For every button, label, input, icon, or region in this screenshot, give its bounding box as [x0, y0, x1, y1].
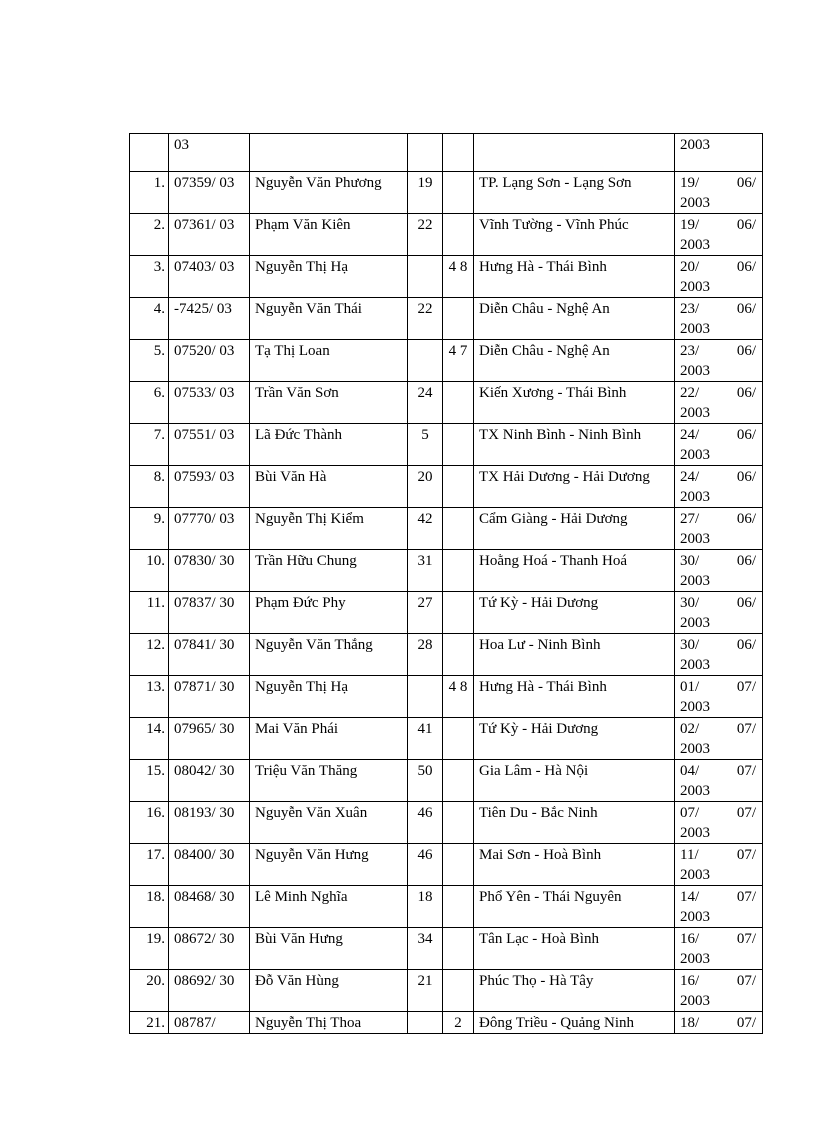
date-year: 2003 [680, 867, 710, 883]
cell-male-age: 50 [408, 760, 443, 802]
date-part: 07/ [680, 805, 700, 821]
cell-address: Diễn Châu - Nghệ An [474, 298, 675, 340]
date-month: 06/ [736, 175, 756, 191]
cell-name: Nguyễn Thị Hạ [250, 256, 408, 298]
cell-female-age [443, 134, 474, 172]
cell-address: Diễn Châu - Nghệ An [474, 340, 675, 382]
cell-date [675, 550, 763, 592]
cell-female-age [443, 382, 474, 424]
date-year: 2003 [680, 699, 710, 715]
date-part: 20/ [680, 259, 700, 275]
cell-female-age [443, 634, 474, 676]
date-year: 2003 [680, 783, 710, 799]
date-line-1 [680, 509, 756, 529]
date-line-1 [680, 257, 756, 277]
date-line-1 [680, 593, 756, 613]
table-row [130, 550, 763, 592]
cell-male-age: 46 [408, 802, 443, 844]
cell-male-age [408, 134, 443, 172]
date-year: 2003 [680, 137, 710, 153]
cell-female-age [443, 550, 474, 592]
date-month: 06/ [736, 427, 756, 443]
cell-address: Hưng Hà - Thái Bình [474, 676, 675, 718]
date-month: 06/ [736, 469, 756, 485]
cell-name: Bùi Văn Hưng [250, 928, 408, 970]
date-part: 30/ [680, 553, 700, 569]
date-month: 07/ [736, 931, 756, 947]
cell-no: 20. [130, 970, 169, 1012]
cell-male-age: 20 [408, 466, 443, 508]
date-line-1 [680, 719, 756, 739]
table-row [130, 718, 763, 760]
cell-no: 9. [130, 508, 169, 550]
date-year: 2003 [680, 237, 710, 253]
cell-address: Tứ Kỳ - Hải Dương [474, 592, 675, 634]
cell-no: 4. [130, 298, 169, 340]
cell-male-age: 18 [408, 886, 443, 928]
table-row-header [130, 134, 763, 172]
cell-date [675, 886, 763, 928]
cell-no: 6. [130, 382, 169, 424]
date-month: 07/ [736, 1015, 756, 1031]
cell-code: 07361/ 03 [169, 214, 250, 256]
cell-date [675, 466, 763, 508]
cell-address: Phổ Yên - Thái Nguyên [474, 886, 675, 928]
cell-address: TX Ninh Bình - Ninh Bình [474, 424, 675, 466]
cell-code: 07551/ 03 [169, 424, 250, 466]
cell-male-age: 19 [408, 172, 443, 214]
cell-address: Phúc Thọ - Hà Tây [474, 970, 675, 1012]
date-month: 07/ [736, 973, 756, 989]
cell-address: Tân Lạc - Hoà Bình [474, 928, 675, 970]
date-line-1 [680, 677, 756, 697]
cell-code: 07830/ 30 [169, 550, 250, 592]
cell-code: 07520/ 03 [169, 340, 250, 382]
table-row [130, 970, 763, 1012]
date-month: 07/ [736, 889, 756, 905]
date-month: 06/ [736, 259, 756, 275]
cell-date [675, 760, 763, 802]
date-line-1 [680, 299, 756, 319]
date-line-1 [680, 803, 756, 823]
cell-code: 08692/ 30 [169, 970, 250, 1012]
date-year: 2003 [680, 489, 710, 505]
table-row [130, 298, 763, 340]
cell-address: Kiến Xương - Thái Bình [474, 382, 675, 424]
cell-code: 08672/ 30 [169, 928, 250, 970]
date-month: 07/ [736, 679, 756, 695]
cell-name: Nguyễn Thị Thoa [250, 1012, 408, 1034]
date-line-1 [680, 929, 756, 949]
date-month: 06/ [736, 553, 756, 569]
date-part: 27/ [680, 511, 700, 527]
cell-female-age [443, 718, 474, 760]
cell-name [250, 134, 408, 172]
date-year: 2003 [680, 405, 710, 421]
date-year: 2003 [680, 741, 710, 757]
cell-code: 07533/ 03 [169, 382, 250, 424]
cell-code: 08787/ [169, 1012, 250, 1034]
cell-name: Nguyễn Văn Xuân [250, 802, 408, 844]
table-row [130, 340, 763, 382]
table-row [130, 802, 763, 844]
cell-no: 18. [130, 886, 169, 928]
date-line-1 [680, 845, 756, 865]
cell-name: Mai Văn Phái [250, 718, 408, 760]
cell-date [675, 172, 763, 214]
cell-no: 3. [130, 256, 169, 298]
cell-address: Mai Sơn - Hoà Bình [474, 844, 675, 886]
cell-no: 15. [130, 760, 169, 802]
cell-name: Nguyễn Văn Thái [250, 298, 408, 340]
cell-female-age [443, 802, 474, 844]
cell-date [675, 256, 763, 298]
cell-male-age: 5 [408, 424, 443, 466]
date-part: 02/ [680, 721, 700, 737]
date-part: 11/ [680, 847, 699, 863]
cell-code: 07359/ 03 [169, 172, 250, 214]
cell-name: Tạ Thị Loan [250, 340, 408, 382]
date-year: 2003 [680, 531, 710, 547]
table-row [130, 844, 763, 886]
date-line-1 [680, 971, 756, 991]
cell-code: 07593/ 03 [169, 466, 250, 508]
date-year: 2003 [680, 279, 710, 295]
cell-no: 16. [130, 802, 169, 844]
date-part: 01/ [680, 679, 700, 695]
cell-date [675, 214, 763, 256]
table-row [130, 172, 763, 214]
cell-date [675, 634, 763, 676]
cell-no: 21. [130, 1012, 169, 1034]
table-row [130, 760, 763, 802]
cell-male-age: 21 [408, 970, 443, 1012]
cell-no: 12. [130, 634, 169, 676]
date-year: 2003 [680, 447, 710, 463]
cell-code: 07403/ 03 [169, 256, 250, 298]
cell-no: 10. [130, 550, 169, 592]
date-part: 23/ [680, 301, 700, 317]
cell-date [675, 844, 763, 886]
cell-address: Cẩm Giàng - Hải Dương [474, 508, 675, 550]
table-row [130, 886, 763, 928]
cell-date [675, 424, 763, 466]
date-line-1 [680, 173, 756, 193]
cell-male-age: 22 [408, 298, 443, 340]
cell-name: Triệu Văn Thăng [250, 760, 408, 802]
date-year: 2003 [680, 573, 710, 589]
date-line-1 [680, 467, 756, 487]
cell-address: Tứ Kỳ - Hải Dương [474, 718, 675, 760]
date-year: 2003 [680, 657, 710, 673]
cell-male-age: 46 [408, 844, 443, 886]
cell-code: 07770/ 03 [169, 508, 250, 550]
date-year: 2003 [680, 951, 710, 967]
cell-male-age: 28 [408, 634, 443, 676]
date-part: 14/ [680, 889, 700, 905]
date-line-1 [680, 215, 756, 235]
cell-date [675, 508, 763, 550]
cell-address: Hưng Hà - Thái Bình [474, 256, 675, 298]
cell-address: Hoằng Hoá - Thanh Hoá [474, 550, 675, 592]
cell-code: -7425/ 03 [169, 298, 250, 340]
cell-date [675, 928, 763, 970]
cell-code: 08468/ 30 [169, 886, 250, 928]
cell-female-age: 4 8 [443, 256, 474, 298]
date-month: 06/ [736, 637, 756, 653]
cell-code: 07965/ 30 [169, 718, 250, 760]
cell-female-age [443, 928, 474, 970]
cell-address: TP. Lạng Sơn - Lạng Sơn [474, 172, 675, 214]
cell-female-age: 4 8 [443, 676, 474, 718]
cell-male-age: 34 [408, 928, 443, 970]
cell-female-age [443, 844, 474, 886]
date-year: 2003 [680, 615, 710, 631]
cell-date [675, 718, 763, 760]
cell-no: 1. [130, 172, 169, 214]
cell-code: 07841/ 30 [169, 634, 250, 676]
cell-male-age: 24 [408, 382, 443, 424]
cell-no [130, 134, 169, 172]
cell-date [675, 134, 763, 172]
date-part: 19/ [680, 175, 700, 191]
table-row [130, 466, 763, 508]
date-part: 24/ [680, 469, 700, 485]
date-part: 24/ [680, 427, 700, 443]
cell-female-age: 2 [443, 1012, 474, 1034]
table-row [130, 634, 763, 676]
cell-no: 14. [130, 718, 169, 760]
cell-date [675, 802, 763, 844]
date-month: 06/ [736, 595, 756, 611]
cell-male-age: 27 [408, 592, 443, 634]
cell-name: Trần Văn Sơn [250, 382, 408, 424]
cell-date [675, 298, 763, 340]
cell-date [675, 970, 763, 1012]
date-year: 2003 [680, 363, 710, 379]
cell-no: 17. [130, 844, 169, 886]
cell-date [675, 340, 763, 382]
cell-female-age [443, 298, 474, 340]
cell-name: Nguyễn Thị Hạ [250, 676, 408, 718]
date-year: 2003 [680, 195, 710, 211]
date-part: 19/ [680, 217, 700, 233]
cell-female-age: 4 7 [443, 340, 474, 382]
cell-male-age [408, 256, 443, 298]
cell-code: 07871/ 30 [169, 676, 250, 718]
date-year: 2003 [680, 993, 710, 1009]
records-table [129, 133, 763, 1034]
cell-name: Lã Đức Thành [250, 424, 408, 466]
cell-date [675, 592, 763, 634]
cell-code: 07837/ 30 [169, 592, 250, 634]
date-line-1 [680, 887, 756, 907]
cell-male-age: 22 [408, 214, 443, 256]
date-part: 18/ [680, 1015, 700, 1031]
date-year: 2003 [680, 825, 710, 841]
date-month: 06/ [736, 511, 756, 527]
table-row [130, 928, 763, 970]
cell-no: 2. [130, 214, 169, 256]
cell-name: Bùi Văn Hà [250, 466, 408, 508]
cell-date [675, 676, 763, 718]
cell-name: Lê Minh Nghĩa [250, 886, 408, 928]
date-month: 06/ [736, 385, 756, 401]
cell-name: Phạm Văn Kiên [250, 214, 408, 256]
cell-address: Vĩnh Tường - Vĩnh Phúc [474, 214, 675, 256]
cell-address: Đông Triều - Quảng Ninh [474, 1012, 675, 1034]
table-row [130, 214, 763, 256]
cell-female-age [443, 466, 474, 508]
date-part: 16/ [680, 931, 700, 947]
cell-no: 8. [130, 466, 169, 508]
cell-male-age: 41 [408, 718, 443, 760]
cell-female-age [443, 508, 474, 550]
cell-no: 7. [130, 424, 169, 466]
date-line-1 [680, 341, 756, 361]
cell-no: 19. [130, 928, 169, 970]
cell-female-age [443, 214, 474, 256]
cell-address: Hoa Lư - Ninh Bình [474, 634, 675, 676]
cell-no: 11. [130, 592, 169, 634]
cell-address: TX Hải Dương - Hải Dương [474, 466, 675, 508]
cell-address: Tiên Du - Bắc Ninh [474, 802, 675, 844]
date-year: 2003 [680, 909, 710, 925]
cell-no: 13. [130, 676, 169, 718]
table-row [130, 1012, 763, 1034]
cell-female-age [443, 970, 474, 1012]
date-line-1 [680, 1013, 756, 1033]
cell-female-age [443, 760, 474, 802]
date-part: 16/ [680, 973, 700, 989]
date-month: 06/ [736, 343, 756, 359]
cell-code: 03 [169, 134, 250, 172]
cell-name: Trần Hữu Chung [250, 550, 408, 592]
date-line-1 [680, 425, 756, 445]
cell-code: 08042/ 30 [169, 760, 250, 802]
cell-name: Nguyễn Thị Kiểm [250, 508, 408, 550]
date-part: 22/ [680, 385, 700, 401]
cell-date [675, 382, 763, 424]
date-line-1 [680, 383, 756, 403]
cell-code: 08400/ 30 [169, 844, 250, 886]
cell-address [474, 134, 675, 172]
date-part: 04/ [680, 763, 700, 779]
cell-male-age [408, 1012, 443, 1034]
table-row [130, 508, 763, 550]
cell-name: Nguyễn Văn Thắng [250, 634, 408, 676]
table-row [130, 382, 763, 424]
date-month: 07/ [736, 763, 756, 779]
cell-female-age [443, 424, 474, 466]
cell-female-age [443, 172, 474, 214]
date-month: 06/ [736, 217, 756, 233]
date-month: 06/ [736, 301, 756, 317]
date-part: 23/ [680, 343, 700, 359]
date-month: 07/ [736, 805, 756, 821]
date-month: 07/ [736, 847, 756, 863]
cell-female-age [443, 886, 474, 928]
cell-male-age: 42 [408, 508, 443, 550]
table-row [130, 592, 763, 634]
cell-name: Phạm Đức Phy [250, 592, 408, 634]
cell-name: Đỗ Văn Hùng [250, 970, 408, 1012]
date-part: 30/ [680, 595, 700, 611]
cell-male-age [408, 340, 443, 382]
date-part: 30/ [680, 637, 700, 653]
cell-date [675, 1012, 763, 1034]
cell-name: Nguyễn Văn Hưng [250, 844, 408, 886]
date-line-1 [680, 551, 756, 571]
cell-male-age [408, 676, 443, 718]
date-month: 07/ [736, 721, 756, 737]
cell-name: Nguyễn Văn Phương [250, 172, 408, 214]
date-line-1 [680, 761, 756, 781]
table-row [130, 676, 763, 718]
table-row [130, 256, 763, 298]
cell-code: 08193/ 30 [169, 802, 250, 844]
cell-female-age [443, 592, 474, 634]
table-row [130, 424, 763, 466]
date-line-1 [680, 635, 756, 655]
cell-no: 5. [130, 340, 169, 382]
date-year: 2003 [680, 321, 710, 337]
cell-male-age: 31 [408, 550, 443, 592]
cell-address: Gia Lâm - Hà Nội [474, 760, 675, 802]
